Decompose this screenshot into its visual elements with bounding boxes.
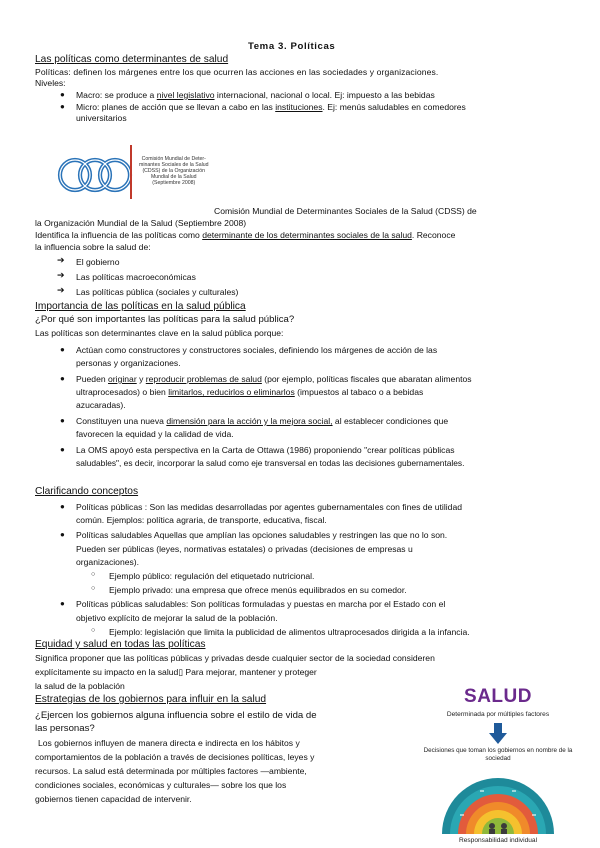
bullet-icon: ● <box>60 90 65 99</box>
equidad-l1: Significa proponer que las políticas públicas y privadas desde cualquier sector de la sociedad consideren <box>35 653 435 663</box>
conceptos-b3-l2: objetivo explícito de mejorar la salud de la población. <box>76 613 278 623</box>
heading-politicas-determinantes: Las políticas como determinantes de salud <box>35 54 229 65</box>
estrategias-p-l1: Los gobiernos influyen de manera directa e indirecta en los hábitos y <box>38 738 300 748</box>
cdss-logo <box>55 143 295 203</box>
politicas-definition: Políticas: definen los márgenes entre los que ocurren las acciones en las sociedades y organizaciones. <box>35 67 439 77</box>
niveles-label: Niveles: <box>35 78 66 88</box>
equidad-l3: la salud de la población <box>35 681 125 691</box>
bullet-icon: ● <box>60 374 65 383</box>
salud-infographic <box>398 684 598 848</box>
conceptos-b1-l1: Políticas públicas : Son las medidas desarrolladas por agentes gubernamentales con fines de utilidad <box>76 502 462 512</box>
macro-item: Macro: se produce a nivel legislativo internacional, nacional o local. Ej: impuesto a las bebidas <box>76 90 435 100</box>
equidad-l2: explícitamente su impacto en la salud▯ Para mejorar, mantener y proteger <box>35 667 317 677</box>
micro-item: Micro: planes de acción que se llevan a cabo en las instituciones. Ej: menús saludables en comedores <box>76 102 466 112</box>
document-title: Tema 3. Políticas <box>248 41 336 52</box>
importancia-b2-l3: azucaradas). <box>76 400 126 410</box>
influence-item: Las políticas macroeconómicas <box>76 272 196 282</box>
importancia-b1-l1: Actúan como constructores y constructores sociales, definiendo los márgenes de acción de las <box>76 345 438 355</box>
heading-estrategias: Estrategias de los gobiernos para influir en la salud <box>35 694 267 705</box>
conceptos-b3-l1: Políticas públicas saludables: Son políticas formuladas y puestas en marcha por el Estado con el <box>76 599 446 609</box>
influence-item: Las políticas pública (sociales y culturales) <box>76 287 239 297</box>
conceptos-b1-l2: común. Ejemplos: política agraria, de transporte, educativa, fiscal. <box>76 515 327 525</box>
bullet-icon: ● <box>60 345 65 354</box>
logo-divider <box>130 145 132 199</box>
importancia-b4-l1: La OMS apoyó esta perspectiva en la Carta de Ottawa (1986) proponiendo "crear políticas públicas <box>76 445 455 455</box>
arrow-right-icon: ➔ <box>57 285 65 295</box>
heading-equidad: Equidad y salud en todas las políticas <box>35 639 206 650</box>
conceptos-b2-l3: organizaciones). <box>76 557 140 567</box>
importancia-intro: Las políticas son determinantes clave en la salud pública porque: <box>35 328 284 338</box>
importancia-b1-l2: personas y organizaciones. <box>76 358 181 368</box>
bullet-icon: ● <box>60 445 65 454</box>
bullet-icon: ● <box>60 102 65 111</box>
estrategias-p-l4: condiciones sociales, económicas y culturales— sobre los que los <box>35 780 287 790</box>
heading-clarificando: Clarificando conceptos <box>35 486 139 497</box>
cdss-logo-emblem <box>55 143 135 203</box>
importancia-question: ¿Por qué son importantes las políticas para la salud pública? <box>35 314 295 325</box>
infographic-title: SALUD <box>464 686 532 707</box>
sub-bullet-icon: ○ <box>91 585 96 592</box>
importancia-b3-l2: favorecen la equidad y la calidad de vida. <box>76 429 234 439</box>
bullet-icon: ● <box>60 530 65 539</box>
conceptos-sub3: Ejemplo: legislación que limita la publicidad de alimentos ultraprocesados dirigida a la infancia. <box>109 627 470 637</box>
cdss-line2: la Organización Mundial de la Salud (Septiembre 2008) <box>35 218 247 228</box>
sub-bullet-icon: ○ <box>91 627 96 634</box>
estrategias-p-l2: comportamientos de la población a través de decisiones políticas, leyes y <box>35 752 315 762</box>
arrow-right-icon: ➔ <box>57 255 65 265</box>
logo-caption: Comisión Mundial de Deter- minantes Sociales de la Salud (CDSS) de la Organización Mundial de la Salud (Septiembre 2008) <box>139 156 209 187</box>
rainbow-determinants-diagram <box>440 770 556 834</box>
infographic-subtitle: Determinada por múltiples factores <box>446 711 550 718</box>
infographic-footer: Responsabilidad individual <box>458 837 538 844</box>
heading-importancia: Importancia de las políticas en la salud pública <box>35 301 246 312</box>
cdss-line3: Identifica la influencia de las políticas como determinante de los determinantes sociales de la salud. Reconoce <box>35 230 456 240</box>
cdss-line1: Comisión Mundial de Determinantes Sociales de la Salud (CDSS) de <box>214 206 477 216</box>
importancia-b2-l1: Pueden originar y reproducir problemas de salud (por ejemplo, políticas fiscales que abaratan alimentos <box>76 374 472 384</box>
arrow-down-icon <box>488 723 508 745</box>
conceptos-b2-l2: Pueden ser públicas (leyes, normativas estatales) o privadas (decisiones de empresas u <box>76 544 413 554</box>
cdss-line4: la influencia sobre la salud de: <box>35 242 151 252</box>
sub-bullet-icon: ○ <box>91 571 96 578</box>
estrategias-p-l3: recursos. La salud está determinada por múltiples factores —ambiente, <box>35 766 307 776</box>
infographic-caption: Decisiones que toman los gobiernos en nombre de la sociedad <box>423 747 573 762</box>
importancia-b2-l2: ultraprocesados) o bien limitarlos, reducirlos o eliminarlos (impuestos al tabaco o a bebidas <box>76 387 424 397</box>
estrategias-p-l5: gobiernos tienen capacidad de intervenir. <box>35 794 192 804</box>
bullet-icon: ● <box>60 599 65 608</box>
importancia-b4-l2: saludables", es decir, incorporar la salud como eje transversal en todas las decisiones gubernamentales. <box>76 458 465 468</box>
bullet-icon: ● <box>60 502 65 511</box>
conceptos-sub1: Ejemplo público: regulación del etiquetado nutricional. <box>109 571 315 581</box>
influence-item: El gobierno <box>76 257 120 267</box>
micro-item-line2: universitarios <box>76 113 127 123</box>
conceptos-sub2: Ejemplo privado: una empresa que ofrece menús equilibrados en su comedor. <box>109 585 407 595</box>
arrow-right-icon: ➔ <box>57 270 65 280</box>
estrategias-question-l2: las personas? <box>35 723 95 734</box>
importancia-b3-l1: Constituyen una nueva dimensión para la acción y la mejora social, al establecer condiciones que <box>76 416 449 426</box>
conceptos-b2-l1: Políticas saludables Aquellas que amplían las opciones saludables y restringen las que no lo son. <box>76 530 448 540</box>
estrategias-question-l1: ¿Ejercen los gobiernos alguna influencia sobre el estilo de vida de <box>35 710 317 721</box>
bullet-icon: ● <box>60 416 65 425</box>
